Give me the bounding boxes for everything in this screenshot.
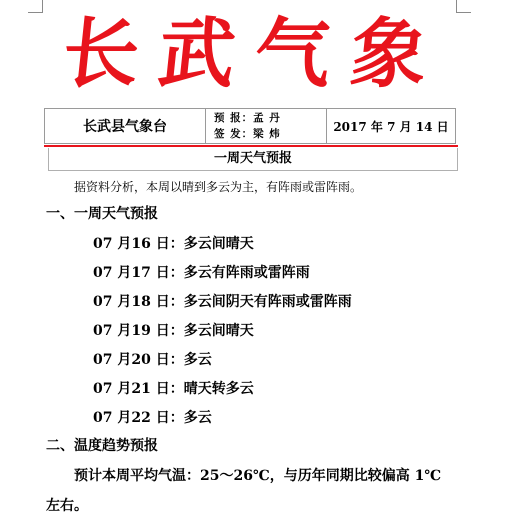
- daily-forecast-list: [93, 232, 352, 435]
- forecast-day: 07 月17 日：多云有阵雨或雷阵雨: [93, 265, 310, 281]
- forecaster-line: 预 报：孟 丹: [214, 112, 281, 124]
- forecast-day: 07 月21 日：晴天转多云: [93, 381, 254, 397]
- header-info-table: [44, 108, 456, 144]
- station-name: 长武县气象台: [45, 109, 206, 144]
- forecast-day: 07 月22 日：多云: [93, 410, 212, 426]
- approver-line: 签 发：梁 炜: [214, 128, 281, 140]
- temperature-paragraph-line2: 左右。: [46, 498, 88, 514]
- staff-cell: [206, 109, 327, 144]
- forecast-day: 07 月19 日：多云间晴天: [93, 323, 254, 339]
- red-divider-line: [44, 145, 458, 147]
- temperature-paragraph-line1: 预计本周平均气温：25～26℃，与历年同期比较偏高 1℃: [74, 468, 442, 484]
- document-title: 一周天气预报: [48, 148, 458, 171]
- forecast-day: 07 月16 日：多云间晴天: [93, 236, 254, 252]
- forecast-day: 07 月20 日：多云: [93, 352, 212, 368]
- section-heading-weekly: 一、一周天气预报: [46, 206, 158, 222]
- issue-date: 2017 年 7 月 14 日: [327, 109, 456, 144]
- masthead-title: 长武气象: [58, 9, 452, 98]
- section-heading-temperature: 二、温度趋势预报: [46, 438, 158, 454]
- intro-paragraph: 据资料分析，本周以晴到多云为主，有阵雨或雷阵雨。: [74, 180, 363, 194]
- forecast-day: 07 月18 日：多云间阴天有阵雨或雷阵雨: [93, 294, 352, 310]
